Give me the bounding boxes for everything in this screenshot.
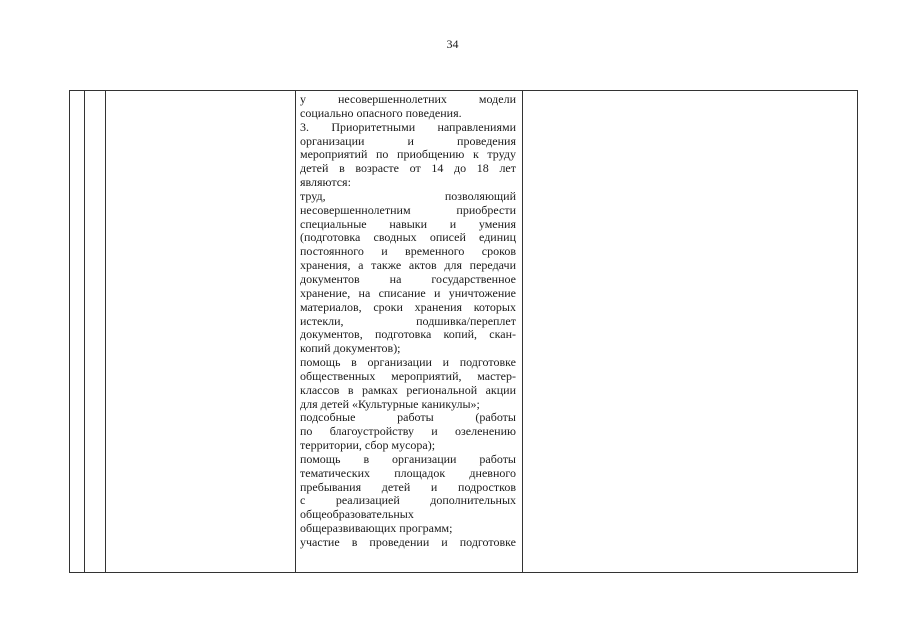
text-line: документов на государственное <box>300 272 516 286</box>
text-line: постоянного и временного сроков <box>300 245 516 259</box>
text-line: истекли, подшивка/переплет <box>300 314 516 328</box>
column-divider-2 <box>105 91 106 572</box>
text-line: несовершеннолетним приобрести <box>300 203 516 217</box>
text-line: общественных мероприятий, мастер- <box>300 369 516 383</box>
text-line: организации и проведения <box>300 134 516 148</box>
text-line: помощь в организации и подготовке <box>300 356 516 370</box>
text-line: 3. Приоритетными направлениями <box>300 120 516 134</box>
text-line: у несовершеннолетних модели <box>300 93 516 106</box>
text-line: общеобразовательных <box>300 508 414 522</box>
text-line: хранения, а также актов для передачи <box>300 259 516 273</box>
text-line: документов, подготовка копий, скан- <box>300 328 516 342</box>
text-line: являются: <box>300 176 351 190</box>
text-line: социально опасного поведения. <box>300 106 462 120</box>
text-line: классов в рамках региональной акции <box>300 383 516 397</box>
text-line: помощь в организации работы <box>300 452 516 466</box>
text-line: материалов, сроки хранения которых <box>300 300 516 314</box>
text-line: мероприятий по приобщению к труду <box>300 148 516 162</box>
column-divider-1 <box>84 91 85 572</box>
text-line: общеразвивающих программ; <box>300 522 453 536</box>
text-line: (подготовка сводных описей единиц <box>300 231 516 245</box>
text-line: территории, сбор мусора); <box>300 439 436 453</box>
text-line: по благоустройству и озеленению <box>300 425 516 439</box>
text-line: тематических площадок дневного <box>300 466 516 480</box>
text-line: копий документов); <box>300 342 401 356</box>
table-cell-text <box>300 93 516 550</box>
document-table <box>69 90 858 573</box>
text-line: детей в возрасте от 14 до 18 лет <box>300 162 516 176</box>
text-line: труд, позволяющий <box>300 189 516 203</box>
text-line: пребывания детей и подростков <box>300 480 516 494</box>
text-line: участие в проведении и подготовке <box>300 536 516 549</box>
column-divider-3 <box>295 91 296 572</box>
text-line: специальные навыки и умения <box>300 217 516 231</box>
column-divider-4 <box>522 91 523 572</box>
page-number: 34 <box>446 37 459 51</box>
text-line: подсобные работы (работы <box>300 411 516 425</box>
text-line: для детей «Культурные каникулы»; <box>300 397 480 411</box>
text-line: с реализацией дополнительных <box>300 494 516 508</box>
text-line: хранение, на списание и уничтожение <box>300 286 516 300</box>
